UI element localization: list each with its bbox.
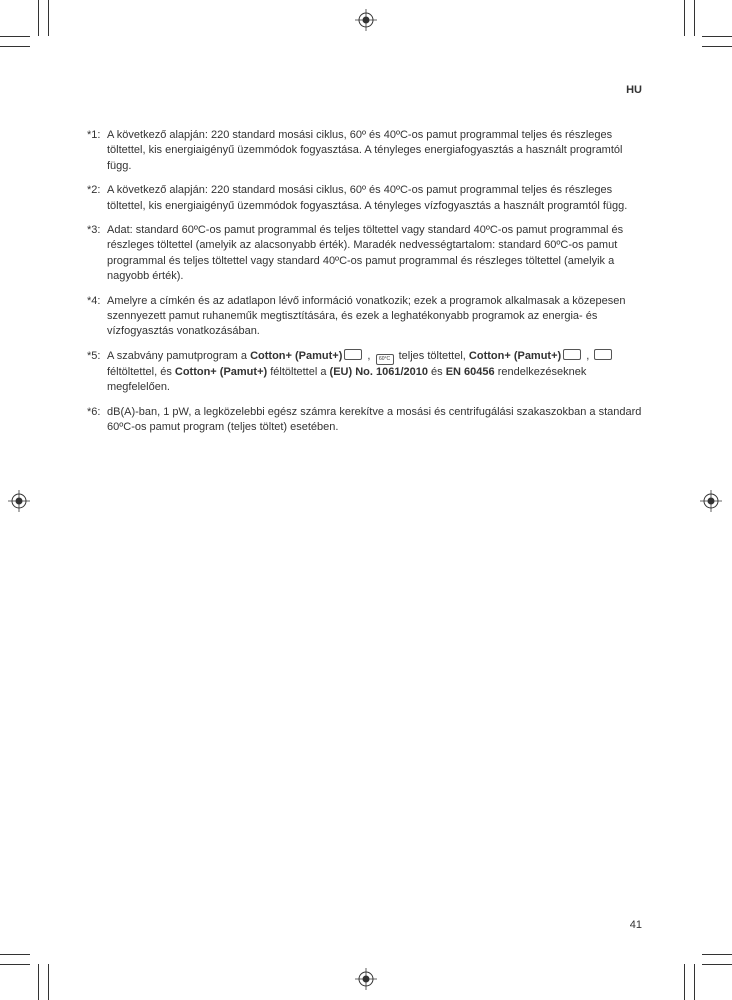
registration-mark-icon xyxy=(8,490,30,512)
crop-mark xyxy=(702,954,732,955)
footnote-text xyxy=(107,349,647,396)
crop-mark xyxy=(48,0,49,36)
footnote-2 xyxy=(87,183,647,214)
crop-mark xyxy=(0,954,30,955)
cotton-program-icon xyxy=(344,349,362,360)
footnote-1 xyxy=(87,128,647,174)
text-run: , xyxy=(583,349,593,362)
footnote-marker: *6: xyxy=(87,405,101,418)
crop-mark xyxy=(38,0,39,36)
footnote-marker: *4: xyxy=(87,294,101,307)
crop-mark xyxy=(702,36,732,37)
page-number: 41 xyxy=(629,919,642,931)
crop-mark xyxy=(694,0,695,36)
crop-mark xyxy=(38,964,39,1000)
text-run: féltöltettel, és xyxy=(107,365,175,378)
crop-mark xyxy=(684,964,685,1000)
footnote-text: Amelyre a címkén és az adatlapon lévő információ vonatkozik; ezek a programok alkalmasak a közepesen szennyezett pamut ruhaneműk megtisztítására, és ezek a leghatékonyabb programok az energia- és vízfogyasztás vonatkozásában. xyxy=(107,294,626,338)
crop-mark xyxy=(684,0,685,36)
language-code: HU xyxy=(626,84,642,96)
temperature-40c-icon xyxy=(594,349,612,360)
text-run: és xyxy=(427,365,446,378)
crop-mark xyxy=(0,36,30,37)
crop-mark xyxy=(702,964,732,965)
temperature-60c-icon: 60°C xyxy=(376,354,394,365)
program-name: Cotton+ (Pamut+) xyxy=(174,365,268,378)
text-run: A szabvány pamutprogram a xyxy=(107,349,251,362)
footnote-6 xyxy=(87,405,647,436)
program-name: Cotton+ (Pamut+) xyxy=(250,349,343,362)
footnote-3 xyxy=(87,223,647,285)
footnote-marker: *2: xyxy=(87,184,101,197)
footnote-marker: *3: xyxy=(87,224,101,237)
footnote-text: Adat: standard 60ºC-os pamut programmal és teljes töltettel vagy standard 40ºC-os pamut programmal és részleges töltettel (amelyik az alacsonyabb érték). Maradék nedvességtartalom: standard 60ºC-os pamut programmal és teljes töltettel vagy standard 40ºC-os pamut programmal és részleges töltettel (amelyik a nagyobb érték). xyxy=(107,224,624,283)
crop-mark xyxy=(0,964,30,965)
crop-mark xyxy=(702,46,732,47)
crop-mark xyxy=(694,964,695,1000)
registration-mark-icon xyxy=(355,968,377,990)
registration-mark-icon xyxy=(700,490,722,512)
footnote-5 xyxy=(87,349,647,396)
footnote-marker: *5: xyxy=(87,349,101,362)
text-run: teljes töltettel, xyxy=(395,349,469,362)
footnotes-list xyxy=(87,128,647,445)
text-run: , xyxy=(364,349,374,362)
footnote-4 xyxy=(87,294,647,340)
footnote-text: A következő alapján: 220 standard mosási ciklus, 60º és 40ºC-os pamut programmal teljes és részleges töltettel, kis energiaigényű üzemmódok fogyasztása. A tényleges energiafogyasztás a használt programtól függ. xyxy=(107,129,623,172)
regulation-reference: (EU) No. 1061/2010 xyxy=(329,365,428,378)
crop-mark xyxy=(0,46,30,47)
footnote-text: A következő alapján: 220 standard mosási ciklus, 60º és 40ºC-os pamut programmal teljes és részleges töltettel, kis energiaigényű üzemmódok fogyasztása. A tényleges vízfogyasztás a használt programtól függ. xyxy=(107,184,628,212)
footnote-marker: *1: xyxy=(87,129,101,141)
crop-mark xyxy=(48,964,49,1000)
program-name: Cotton+ (Pamut+) xyxy=(468,349,562,362)
registration-mark-icon xyxy=(355,9,377,31)
footnote-text: dB(A)-ban, 1 pW, a legközelebbi egész számra kerekítve a mosási és centrifugálási szakaszokban a standard 60ºC-os pamut program (teljes töltet) esetében. xyxy=(107,405,642,434)
text-run: féltöltettel a xyxy=(267,365,330,378)
text-run: rendelkezéseknek megfelelően. xyxy=(107,365,587,394)
cotton-program-icon xyxy=(563,349,581,360)
standard-reference: EN 60456 xyxy=(445,365,495,378)
